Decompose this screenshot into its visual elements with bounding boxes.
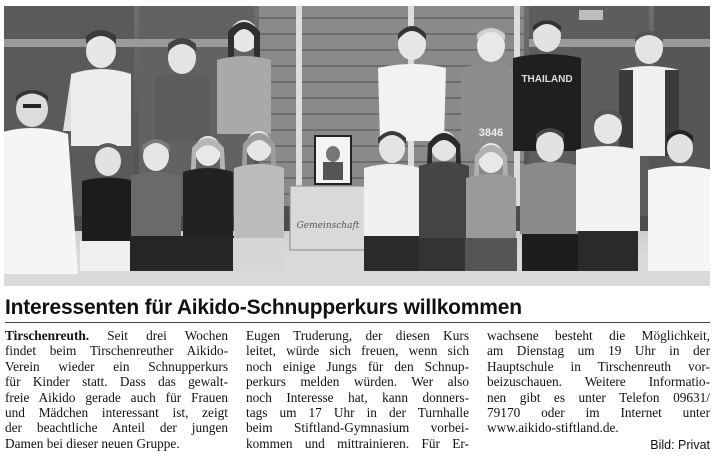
text-line: nen gibt es unter Telefon 09631/ [487,389,710,405]
text-line: leitet, würde sich freuen, wenn sich [246,343,469,359]
article-column-1 [5,328,228,451]
group-photo [4,6,710,286]
text-line: der beachtliche Anteil der jungen [5,420,228,436]
headline-rule [5,322,710,323]
photo-credit: Bild: Privat [650,438,710,452]
website-link[interactable]: www.aikido-stiftland.de. [487,420,619,436]
article-headline: Interessenten für Aikido-Schnupperkurs willkommen [5,296,522,319]
text-line: Damen bei dieser neuen Gruppe. [5,435,180,451]
text-line: Hauptschule in Tirschenreuth vor- [487,358,710,374]
text-line: freie Aikido gerade auch für Frauen [5,389,228,405]
article-column-2 [246,328,469,451]
article-column-3 [487,328,710,436]
svg-text:3846: 3846 [478,127,504,139]
group-photo-illustration [4,6,710,286]
text-line [5,328,228,343]
text-line: für Kinder statt. Dass das gewalt- [5,374,228,390]
text-line: Eugen Truderung, der diesen Kurs [246,328,469,343]
article-dateline: Tirschenreuth. [5,328,90,343]
text-line: noch einige Jungs für den Schnup- [246,358,469,374]
text-line: am Dienstag um 19 Uhr in der [487,343,710,359]
text-line: beizuschauen. Weitere Informatio- [487,374,710,390]
svg-text:THAILAND: THAILAND [521,74,573,85]
text-line: kommen und mittrainieren. Für Er- [246,435,469,451]
text-line: Verein wieder ein Schnupperkurs [5,358,228,374]
text-line-content: Seit drei Wochen [89,328,228,343]
text-line: 79170 oder im Internet unter [487,404,710,420]
altar-sign: Gemeinschaft [296,221,360,231]
text-line: perkurs melden würden. Wer also [246,374,469,390]
text-line: tags um 17 Uhr in der Turnhalle [246,404,469,420]
text-line: und Mädchen interessant ist, zeigt [5,404,228,420]
text-line: wachsene besteht die Möglichkeit, [487,328,710,343]
text-line: beim Stiftland-Gymnasium vorbei- [246,420,469,436]
text-line: findet beim Tirschenreuther Aikido- [5,343,228,359]
text-line: noch Interesse hat, kann donners- [246,389,469,405]
